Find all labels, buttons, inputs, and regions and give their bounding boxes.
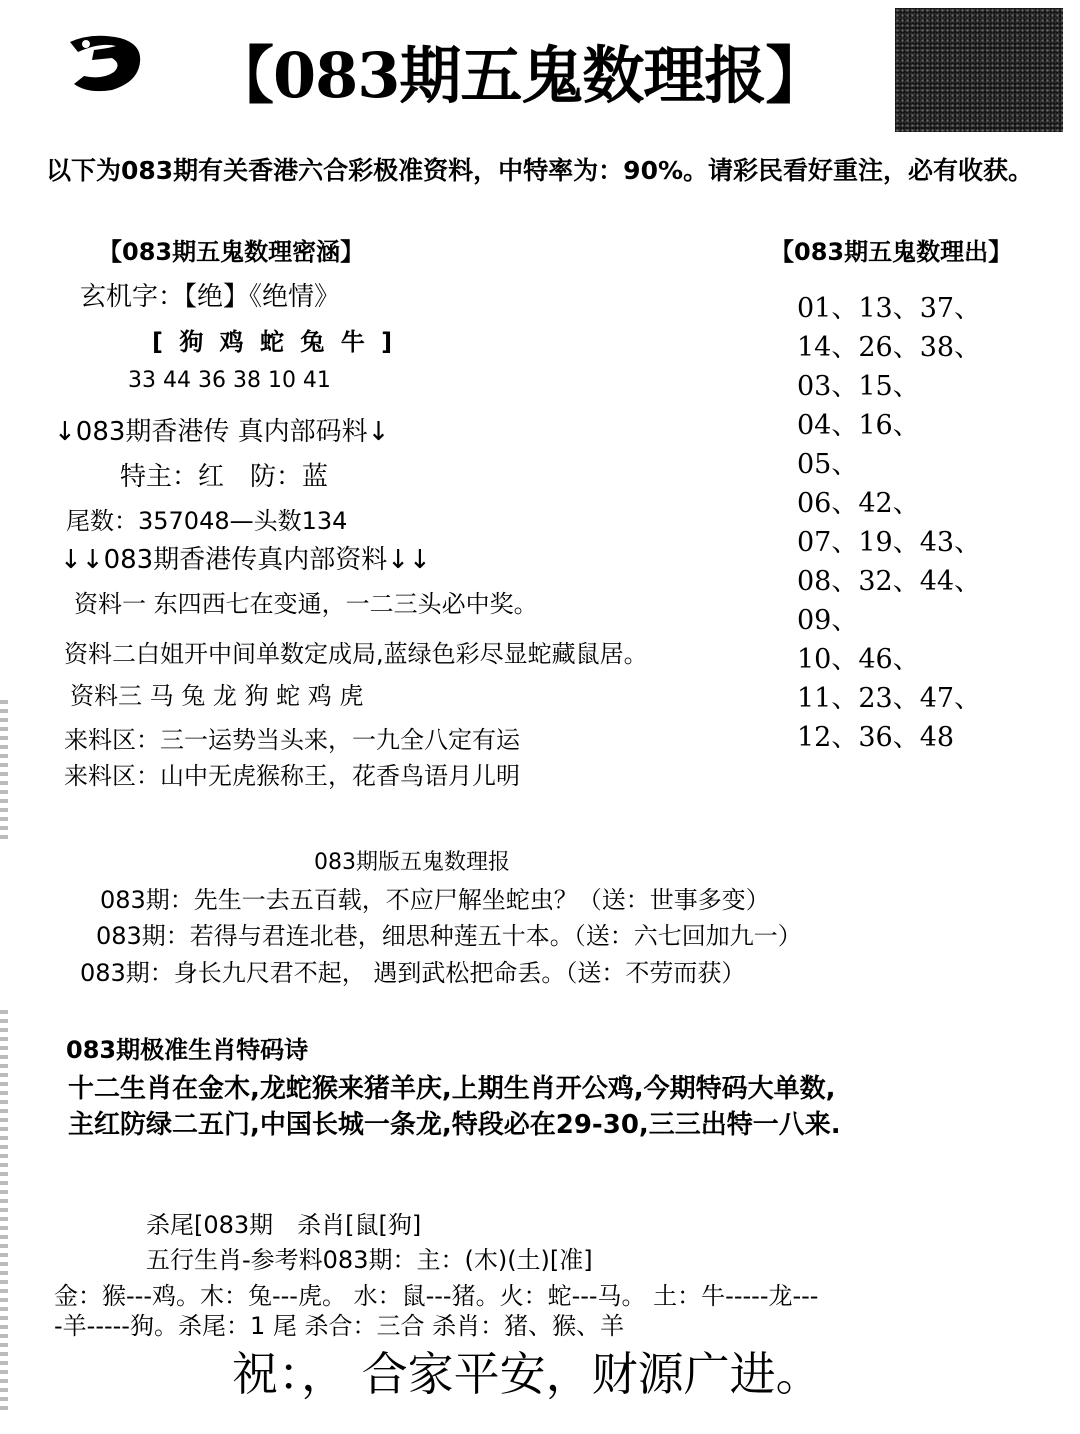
section-title-secret: 【083期五鬼数理密涵】 xyxy=(98,238,365,266)
poem-title: 083期极准生肖特码诗 xyxy=(66,1036,309,1064)
poem-line: 十二生肖在金木,龙蛇猴来猪羊庆,上期生肖开公鸡,今期特码大单数, xyxy=(68,1074,836,1104)
xuanji-text: 玄机字：【绝】《绝情》 xyxy=(80,282,341,312)
edition-title: 083期版五鬼数理报 xyxy=(314,850,510,875)
number-row: 04、16、 xyxy=(797,410,920,441)
elements-line: 金：猴---鸡。木：兔---虎。 水：鼠---猪。火：蛇---马。 土：牛-----龙--- xyxy=(54,1282,819,1310)
weishu-text: 尾数：357048—头数134 xyxy=(66,507,348,535)
dragon-logo-icon xyxy=(62,30,148,96)
intro-text: 以下为083期有关香港六合彩极准资料，中特率为：90%。请彩民看好重注，必有收获。 xyxy=(46,156,1034,185)
scan-edge-artifact xyxy=(0,700,8,840)
number-row: 03、15、 xyxy=(797,371,920,402)
edition-line: 083期：身长九尺君不起， 遇到武松把命丢。（送：不劳而获） xyxy=(80,959,746,987)
poem-line: 主红防绿二五门,中国长城一条龙,特段必在29-30,三三出特一八来. xyxy=(68,1110,841,1140)
scan-edge-artifact xyxy=(0,1010,8,1410)
number-row: 05、 xyxy=(797,449,859,480)
tezhu-text: 特主：红 防：蓝 xyxy=(120,462,329,492)
qr-code-noise xyxy=(895,8,1063,132)
elements-line: -羊-----狗。杀尾：1 尾 杀合：三合 杀肖：猪、猴、羊 xyxy=(54,1312,625,1340)
zodiac-numbers: 33 44 36 38 10 41 xyxy=(128,368,331,393)
inside-info-title: ↓↓083期香港传真内部资料↓↓ xyxy=(60,545,431,575)
number-row: 12、36、48 xyxy=(797,722,955,753)
inside-code-title: ↓083期香港传 真内部码料↓ xyxy=(54,417,390,447)
shawei-line: 杀尾[083期 杀肖[鼠[狗] xyxy=(146,1211,422,1239)
number-row: 11、23、47、 xyxy=(797,683,982,714)
zodiac-list: [ 狗 鸡 蛇 兔 牛 ] xyxy=(152,328,397,356)
ziliao-two: 资料二白姐开中间单数定成局,蓝绿色彩尽显蛇藏鼠居。 xyxy=(64,640,648,668)
number-row: 07、19、43、 xyxy=(797,527,982,558)
edition-line: 083期：先生一去五百载，不应尸解坐蛇虫？（送：世事多变） xyxy=(100,886,770,914)
number-row: 06、42、 xyxy=(797,488,920,519)
ziliao-one: 资料一 东四西七在变通，一二三头必中奖。 xyxy=(74,590,538,618)
number-row: 08、32、44、 xyxy=(797,566,982,597)
number-row: 01、13、37、 xyxy=(797,293,982,324)
laiqu-one: 来料区：三一运势当头来，一九全八定有运 xyxy=(64,726,520,754)
wuxing-line: 五行生肖-参考料083期：主：(木)(土)[准] xyxy=(146,1246,593,1274)
page-title: 【083期五鬼数理报】 xyxy=(212,39,827,112)
blessing-text: 祝：， 合家平安，财源广进。 xyxy=(232,1347,822,1401)
laiqu-two: 来料区：山中无虎猴称王，花香鸟语月儿明 xyxy=(64,762,520,790)
section-title-numbers: 【083期五鬼数理出】 xyxy=(770,238,1013,266)
number-row: 09、 xyxy=(797,605,859,636)
edition-line: 083期：若得与君连北巷，细思种莲五十本。（送：六七回加九一） xyxy=(96,922,802,950)
number-row: 14、26、38、 xyxy=(797,332,982,363)
number-list xyxy=(797,289,981,757)
number-row: 10、46、 xyxy=(797,644,920,675)
ziliao-three: 资料三 马 兔 龙 狗 蛇 鸡 虎 xyxy=(70,682,364,710)
